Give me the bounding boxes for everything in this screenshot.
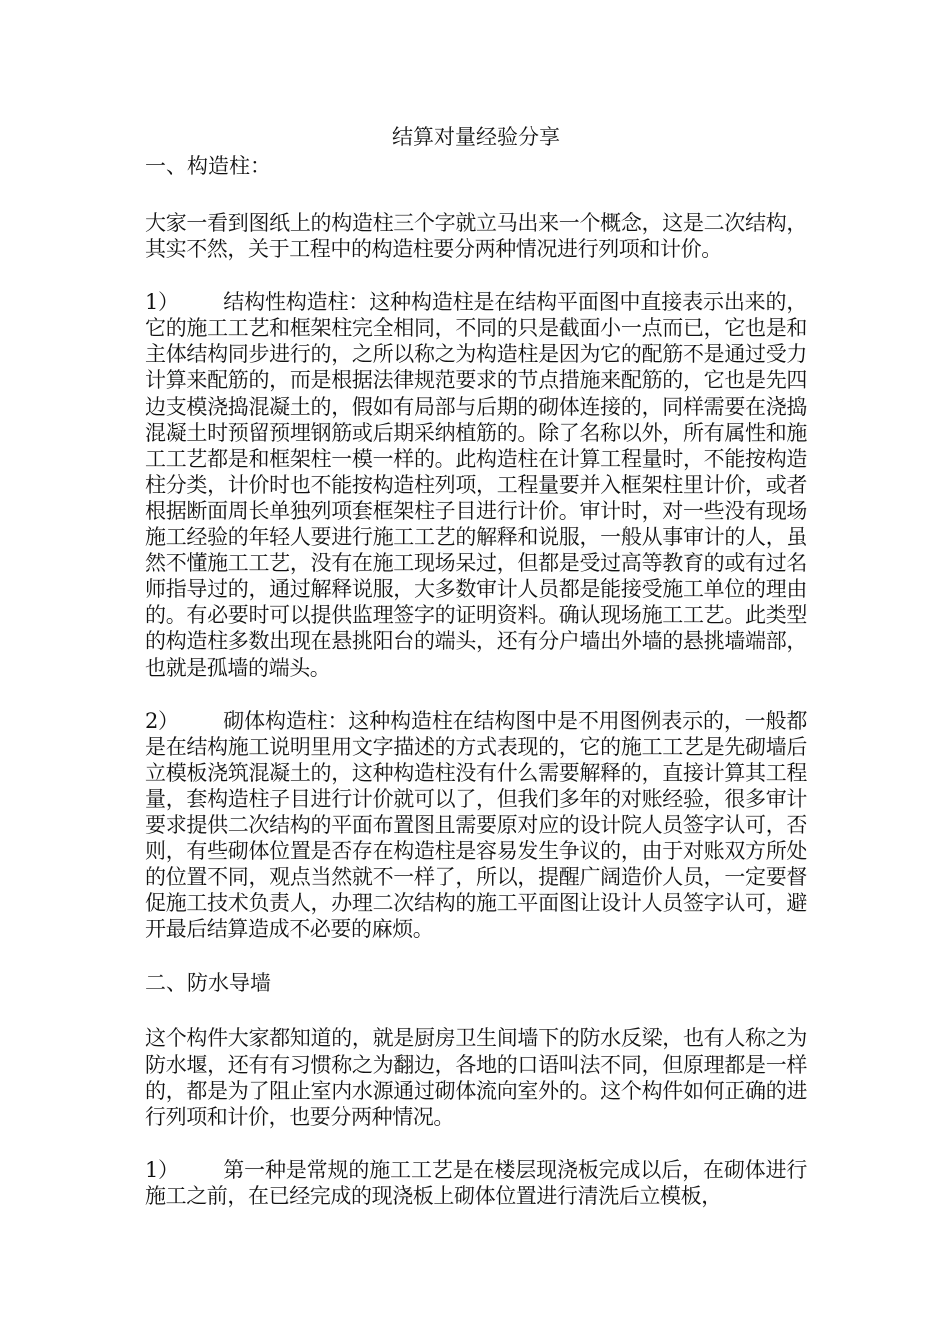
spacer — [145, 681, 807, 708]
spacer — [145, 1130, 807, 1157]
document-title: 结算对量经验分享 — [392, 125, 560, 149]
section-1-intro: 大家一看到图纸上的构造柱三个字就立马出来一个概念，这是二次结构，其实不然，关于工程中的构造柱要分两种情况进行列项和计价。 — [145, 211, 807, 262]
spacer — [145, 181, 807, 210]
section-1-item-1 — [145, 289, 807, 680]
item-text: 砌体构造柱：这种构造柱在结构图中是不用图例表示的，一般都是在结构施工说明里用文字描述的方式表现的，它的施工工艺是先砌墙后立模板浇筑混凝土的，这种构造柱没有什么需要解释的，直接计算其工程量，套构造柱子目进行计价就可以了，但我们多年的对账经验，很多审计要求提供二次结构的平面布置图且需要原对应的设计院人员签字认可，否则，有些砌体位置是否存在构造柱是容易发生争议的，由于对账双方所处的位置不同，观点当然就不一样了，所以，提醒广阔造价人员，一定要督促施工技术负责人，办理二次结构的施工平面图让设计人员签字认可，避开最后结算造成不必要的麻烦。 — [145, 708, 807, 942]
item-number: 1） — [145, 1157, 179, 1182]
section-1-item-2 — [145, 708, 807, 943]
section-heading-1: 一、构造柱： — [145, 154, 271, 178]
section-2-item-1 — [145, 1157, 807, 1209]
spacer — [145, 262, 807, 289]
item-text: 第一种是常规的施工工艺是在楼层现浇板完成以后，在砌体进行施工之前，在已经完成的现浇板上砌体位置进行清洗后立模板， — [145, 1157, 807, 1208]
document-page — [145, 122, 807, 1209]
spacer — [145, 942, 807, 969]
item-number: 1） — [145, 290, 179, 315]
section-heading-2: 二、防水导墙 — [145, 971, 271, 996]
spacer — [145, 998, 807, 1025]
section-2-intro: 这个构件大家都知道的，就是厨房卫生间墙下的防水反梁，也有人称之为防水堰，还有有习惯称之为翻边，各地的口语叫法不同，但原理都是一样的，都是为了阻止室内水源通过砌体流向室外的。这个构件如何正确的进行列项和计价，也要分两种情况。 — [145, 1026, 807, 1129]
item-number: 2） — [145, 708, 179, 733]
item-text: 结构性构造柱：这种构造柱是在结构平面图中直接表示出来的，它的施工工艺和框架柱完全相同，不同的只是截面小一点而已，它也是和主体结构同步进行的，之所以称之为构造柱是因为它的配筋不是通过受力计算来配筋的，而是根据法律规范要求的节点措施来配筋的，它也是先四边支模浇捣混凝土的，假如有局部与后期的砌体连接的，同样需要在浇捣混凝土时预留预埋钢筋或后期采纳植筋的。除了名称以外，所有属性和施工工艺都是和框架柱一模一样的。此构造柱在计算工程量时，不能按构造柱分类，计价时也不能按构造柱列项，工程量要并入框架柱里计价，或者根据断面周长单独列项套框架柱子目进行计价。审计时，对一些没有现场施工经验的年轻人要进行施工工艺的解释和说服，一般从事审计的人，虽然不懂施工工艺，没有在施工现场呆过，但都是受过高等教育的或有过名师指导过的，通过解释说服，大多数审计人员都是能接受施工单位的理由的。有必要时可以提供监理签字的证明资料。确认现场施工工艺。此类型的构造柱多数出现在悬挑阳台的端头，还有分户墙出外墙的悬挑墙端部，也就是孤墙的端头。 — [145, 290, 807, 680]
